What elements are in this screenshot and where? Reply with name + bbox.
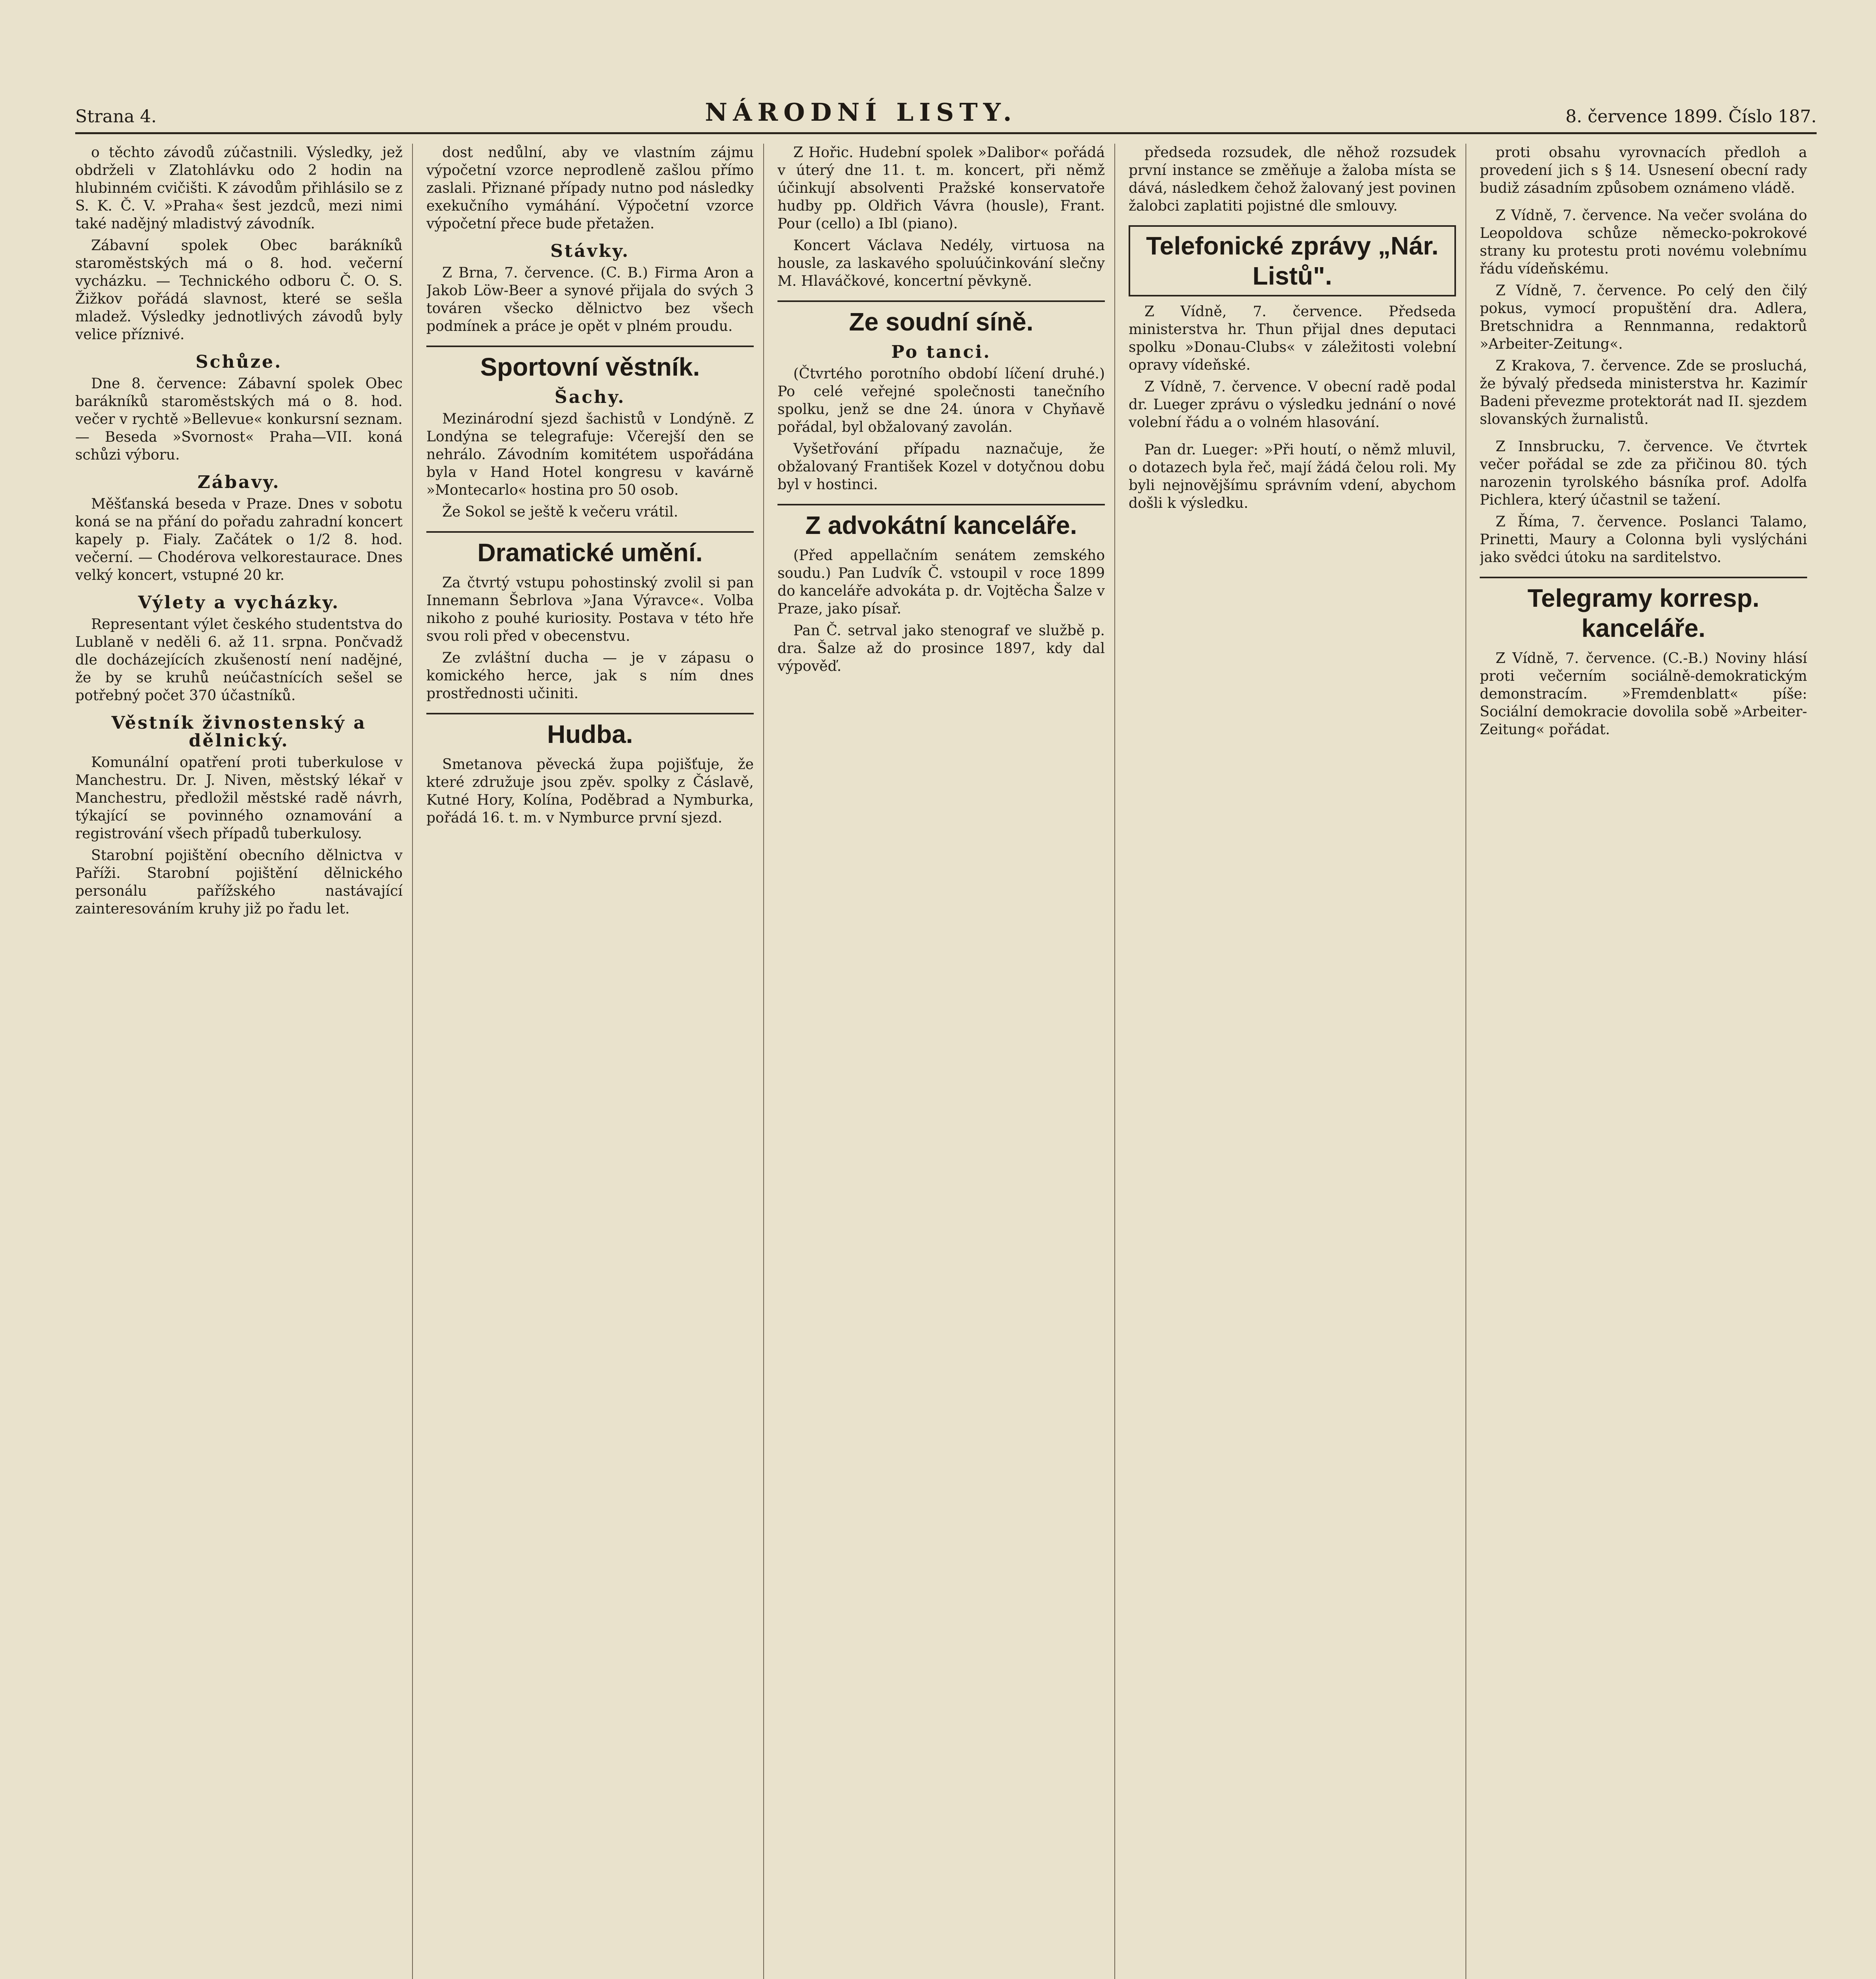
article-block xyxy=(777,300,1105,494)
article-paragraph: Representant výlet českého studentstva do Lublaně v neděli 6. až 11. srpna. Pončvadž dle docházejících zkušeností není nadějné, že by se kruhů neúčastnících sešel se potřebný počet 370 účastníků. xyxy=(75,616,403,704)
section-heading: Z advokátní kanceláře. xyxy=(777,504,1105,540)
article-block xyxy=(426,144,754,233)
issue-date: 8. července 1899. Číslo 187. xyxy=(1565,106,1817,127)
article-paragraph: Ze zvláštní ducha — je v zápasu o komického herce, jak s ním dnes prostřednosti učiniti. xyxy=(426,650,754,702)
news-column-2 xyxy=(426,144,764,1979)
article-paragraph: (Před appellačním senátem zemského soudu.) Pan Ludvík Č. vstoupil v roce 1899 do kanceláře advokáta p. dr. Vojtěcha Šalze v Praze, jako písař. xyxy=(777,547,1105,617)
news-column-3 xyxy=(777,144,1115,1979)
article-paragraph: Z Krakova, 7. července. Zde se prosluchá, že bývalý předseda ministerstva hr. Kazimír Badeni převezme protektorát nad II. sjezdem slovanských žurnalistů. xyxy=(1480,358,1807,427)
article-paragraph: Zábavní spolek Obec barákníků staroměstských má o 8. hod. večerní vycházku. — Technického odboru Č. O. S. Žižkov pořádá slavnost, které se sešla mladež. Výsledky jednotlivých závodů byly velice příznivé. xyxy=(75,237,403,343)
article-block xyxy=(1129,441,1456,512)
article-paragraph: Starobní pojištění obecního dělnictva v Paříži. Starobní pojištění dělnického personálu pařížského nastávající zainteresováním kruhy již po řadu let. xyxy=(75,847,403,917)
news-column-5 xyxy=(1480,144,1817,1979)
article-paragraph: Koncert Václava Nedély, virtuosa na housle, za laskavého spoluúčinkování slečny M. Hlaváčkové, koncertní pěvkyně. xyxy=(777,237,1105,289)
article-block xyxy=(75,594,403,705)
article-paragraph: Z Vídně, 7. července. Na večer svolána do Leopoldova schůze německo-pokrokové strany ku protestu proti novému volebnímu řádu vídeňskému. xyxy=(1480,207,1807,277)
article-paragraph: Za čtvrtý vstupu pohostinský zvolil si pan Innemann Šebrlova »Jana Výravce«. Volba nikoho z pouhé kuriosity. Postava v této hře svou roli před v obecenstvu. xyxy=(426,575,754,644)
section-heading: Telefonické zprávy „Nár. Listů". xyxy=(1129,225,1456,296)
rubric-heading: Stávky. xyxy=(550,241,630,261)
article-paragraph: Komunální opatření proti tuberkulose v Manchestru. Dr. J. Niven, městský lékař v Manchestru, předložil městské radě návrh, týkající se povinného oznamování a registrování všech případů tuberkulosy. xyxy=(75,754,403,842)
article-paragraph: Z Innsbrucku, 7. července. Ve čtvrtek večer pořádal se zde za přičinou 80. tých narozenin tyrolského básníka prof. Adolfa Pichlera, který účastnil se tažení. xyxy=(1480,439,1807,508)
article-paragraph: Z Říma, 7. července. Poslanci Talamo, Prinetti, Maury a Colonna byli vyslýcháni jako svědci útoku na sarditelstvo. xyxy=(1480,514,1807,566)
article-paragraph: Pan Č. setrval jako stenograf ve službě p. dra. Šalze až do prosince 1897, kdy dal výpověď. xyxy=(777,623,1105,674)
article-paragraph: Mezinárodní sjezd šachistů v Londýně. Z Londýna se telegrafuje: Včerejší den se nehrálo. Závodním komitétem uspořádána byla v Hand Hotel kongresu v kavárně »Montecarlo« hostina pro 50 osob. xyxy=(426,411,754,498)
article-paragraph: Že Sokol se ještě k večeru vrátil. xyxy=(442,504,679,520)
article-paragraph: Z Vídně, 7. července. Po celý den čilý pokus, vymocí propuštění dra. Adlera, Bretschnidra a Rennmanna, redaktorů »Arbeiter-Zeitung«. xyxy=(1480,283,1807,352)
article-paragraph: Z Vídně, 7. července. (C.-B.) Noviny hlásí proti večerním sociálně-demokratickým demonstracím. »Fremdenblatt« píše: Sociální demokracie dovolila sobě »Arbeiter-Zeitung« pořádat. xyxy=(1480,650,1807,738)
article-block xyxy=(777,504,1105,675)
article-paragraph: Pan dr. Lueger: »Při houtí, o němž mluvil, o dotazech byla řeč, mají žádá čelou roli. My byli nejnovějšímu správním vdení, abychom došli k výsledku. xyxy=(1129,442,1456,511)
article-block xyxy=(777,144,1105,290)
article-block xyxy=(1480,144,1807,197)
article-block xyxy=(426,346,754,521)
article-paragraph: Vyšetřování případu naznačuje, že obžalovaný František Kozel v dotyčnou dobu byl v hostinci. xyxy=(777,441,1105,493)
article-paragraph: Dne 8. července: Zábavní spolek Obec barákníků staroměstských má o 8. hod. večer v rychtě »Bellevue« konkursní seznam. — Beseda »Svornost« Praha—VII. koná schůzi výboru. xyxy=(75,376,403,463)
masthead xyxy=(75,95,1817,134)
article-block xyxy=(426,713,754,827)
article-block xyxy=(75,144,403,344)
section-heading: Dramatické umění. xyxy=(426,531,754,568)
section-heading: Sportovní věstník. xyxy=(426,346,754,382)
news-column-1 xyxy=(75,144,413,1979)
page-number: Strana 4. xyxy=(75,106,157,127)
article-block xyxy=(1129,144,1456,215)
article-paragraph: Z Vídně, 7. července. Předseda ministerstva hr. Thun přijal dnes deputaci spolku »Donau-Clubs« v záležitosti volební opravy vídeňské. xyxy=(1129,304,1456,373)
article-block xyxy=(75,473,403,584)
article-paragraph: o těchto závodů zúčastnili. Výsledky, jež obdrželi v Zlatohlávku odo 2 hodin na hlubinném cvičišti. K závodům přihlásilo se z S. K. Č. V. »Praha« šest jezdců, mezi nimi také nadějný mladistvý závodník. xyxy=(75,144,403,232)
article-block xyxy=(1129,225,1456,431)
news-column-4 xyxy=(1129,144,1466,1979)
rubric-heading: Schůze. xyxy=(196,352,282,372)
article-paragraph: Z Vídně, 7. července. V obecní radě podal dr. Lueger zprávu o výsledku jednání o nové volební řádu a o volném hlasování. xyxy=(1129,379,1456,431)
section-heading: Hudba. xyxy=(426,713,754,749)
article-block xyxy=(75,714,403,918)
article-paragraph: Z Brna, 7. července. (C. B.) Firma Aron a Jakob Löw-Beer a synové přijala do svých 3 továren všecko dělnictvo bez všech podmínek a práce je opět v plném proudu. xyxy=(426,265,754,334)
article-paragraph: Měšťanská beseda v Praze. Dnes v sobotu koná se na přání do pořadu zahradní koncert kapely p. Fialy. Začátek o 1/2 8. hod. večerní. — Chodérova velkorestaurace. Dnes velký koncert, vstupné 20 kr. xyxy=(75,496,403,583)
article-paragraph: dost nedůlní, aby ve vlastním zájmu výpočetní vzorce neprodleně zašlou přímo zaslali. Přiznané případy nutno pod následky exekučního vymáhání. Výpočetní vzorce výpočetní přece bude přetažen. xyxy=(426,144,754,232)
article-block xyxy=(1480,207,1807,428)
article-paragraph: proti obsahu vyrovnacích předloh a provedení jich s § 14. Usnesení obecní rady budiž zásadním způsobem oznámeno vládě. xyxy=(1480,144,1807,196)
article-paragraph: předseda rozsudek, dle něhož rozsudek první instance se změňuje a žaloba místa se dává, následkem čehož žalovaný jest povinen žalobci zaplatiti pojistné dle smlouvy. xyxy=(1129,144,1456,214)
rubric-heading: Výlety a vycházky. xyxy=(138,593,340,613)
article-block xyxy=(426,531,754,703)
section-heading: Ze soudní síně. xyxy=(777,300,1105,337)
article-paragraph: (Čtvrtého porotního období líčení druhé.) Po celé veřejné společnosti tanečního spolku, jenž se dne 24. února v Chyňavě pořádal, byl obžalovaný zavolán. xyxy=(777,366,1105,435)
article-block xyxy=(426,242,754,335)
article-paragraph: Z Hořic. Hudební spolek »Dalibor« pořádá v úterý dne 11. t. m. koncert, při němž účinkují absolventi Pražské konservatoře hudby pp. Oldřich Vávra (housle), Frant. Pour (cello) a Ibl (piano). xyxy=(777,144,1105,232)
newspaper-title: NÁRODNÍ LISTY. xyxy=(705,98,1017,127)
rubric-heading: Věstník živnostenský a dělnický. xyxy=(111,713,367,751)
article-block xyxy=(75,353,403,464)
subsection-heading: Šachy. xyxy=(555,387,625,407)
subsection-heading: Po tanci. xyxy=(891,342,991,362)
article-block xyxy=(1480,577,1807,739)
article-block xyxy=(1480,438,1807,566)
rubric-heading: Zábavy. xyxy=(197,472,281,492)
section-heading: Telegramy korresp. kanceláře. xyxy=(1480,577,1807,643)
article-columns xyxy=(75,144,1817,1979)
article-paragraph: Smetanova pěvecká župa pojišťuje, že které združuje jsou zpěv. spolky z Čáslavě, Kutné Hory, Kolína, Poděbrad a Nymburka, pořádá 16. t. m. v Nymburce první sjezd. xyxy=(426,756,754,826)
